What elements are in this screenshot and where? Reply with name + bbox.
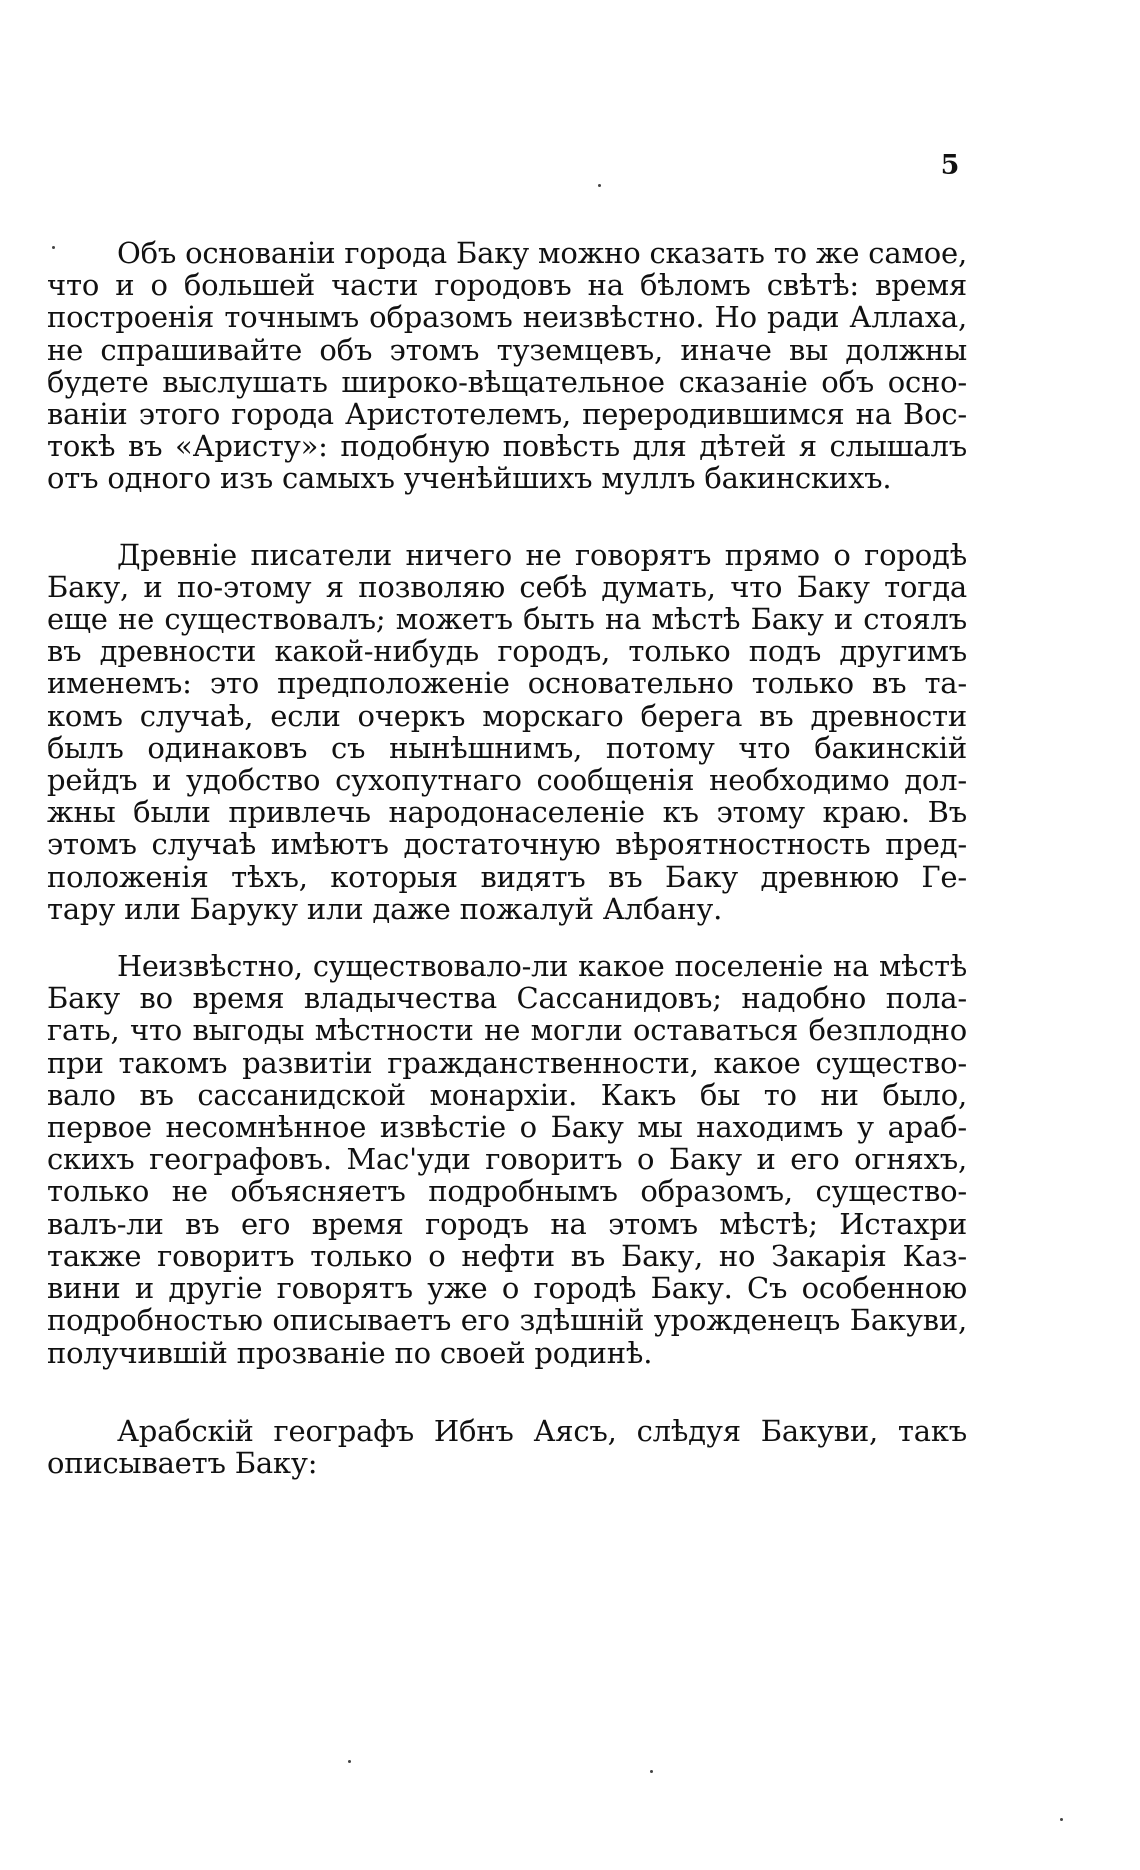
text-line: ваніи этого города Аристотелемъ, переродившимся на Вос- [47, 397, 967, 432]
text-line: рейдъ и удобство сухопутнаго сообщенія необходимо дол- [47, 763, 967, 798]
text-line: вини и другіе говорятъ уже о городѣ Баку. Съ особенною [47, 1271, 967, 1306]
scan-speck [598, 184, 601, 187]
text-line: Объ основаніи города Баку можно сказать то же самое, [117, 236, 968, 270]
text-line: Баку, и по-этому я позволяю себѣ думать, что Баку тогда [47, 569, 967, 604]
text-line: будете выслушать широко-вѣщательное сказаніе объ осно- [47, 364, 967, 399]
paragraph-2 [47, 539, 967, 925]
text-line: при такомъ развитіи гражданственности, какое существо- [47, 1045, 967, 1080]
text-line: жны были привлечь народонаселеніе къ этому краю. Въ [47, 795, 967, 830]
text-line: построенія точнымъ образомъ неизвѣстно. Но ради Аллаха, [47, 300, 967, 335]
text-line: Арабскій географъ Ибнъ Аясъ, слѣдуя Бакуви, такъ [117, 1413, 967, 1448]
paragraph-3 [47, 950, 967, 1369]
text-line: положенія тѣхъ, которыя видятъ въ Баку древнюю Ге- [47, 859, 967, 894]
paragraph-1 [47, 237, 967, 495]
page-number: 5 [940, 150, 960, 181]
text-line: токѣ въ «Аристу»: подобную повѣсть для дѣтей я слышалъ [47, 429, 967, 464]
text-line: былъ одинаковъ съ нынѣшнимъ, потому что бакинскій [47, 730, 967, 765]
body-text [47, 237, 967, 1479]
text-line: подробностью описываетъ его здѣшній урожденецъ Бакуви, [47, 1303, 967, 1338]
text-line: описываетъ Баку: [47, 1445, 318, 1480]
text-line: первое несомнѣнное извѣстіе о Баку мы находимъ у араб- [47, 1110, 967, 1145]
text-line: комъ случаѣ, если очеркъ морскаго берега въ древности [47, 698, 967, 733]
text-line: только не объясняетъ подробнымъ образомъ, существо- [47, 1174, 967, 1209]
text-line: также говоритъ только о нефти въ Баку, но Закарія Каз- [47, 1238, 967, 1273]
text-line: гать, что выгоды мѣстности не могли оставаться безплодно [47, 1013, 967, 1048]
text-line: еще не существовалъ; можетъ быть на мѣстѣ Баку и стоялъ [47, 602, 967, 637]
text-line: получившій прозваніе по своей родинѣ. [47, 1335, 653, 1370]
text-line: отъ одного изъ самыхъ ученѣйшихъ муллъ бакинскихъ. [47, 461, 892, 496]
text-line: этомъ случаѣ имѣютъ достаточную вѣроятностность пред- [47, 827, 967, 862]
text-line: что и о большей части городовъ на бѣломъ свѣтѣ: время [47, 268, 967, 303]
text-line: именемъ: это предположеніе основательно только въ та- [47, 666, 967, 701]
scan-speck [1060, 1818, 1063, 1821]
text-line: Баку во время владычества Сассанидовъ; надобно пола- [47, 981, 967, 1016]
text-line: валъ-ли въ его время городъ на этомъ мѣстѣ; Истахри [47, 1206, 967, 1241]
text-line: въ древности какой-нибудь городъ, только подъ другимъ [47, 634, 967, 669]
scan-speck [348, 1760, 351, 1763]
text-line: не спрашивайте объ этомъ туземцевъ, иначе вы должны [47, 332, 967, 367]
text-line: Неизвѣстно, существовало-ли какое поселеніе на мѣстѣ [117, 949, 967, 984]
text-line: вало въ сассанидской монархіи. Какъ бы то ни было, [47, 1077, 967, 1112]
scan-speck [650, 1770, 653, 1773]
text-line: тару или Баруку или даже пожалуй Албану. [47, 891, 723, 926]
paragraph-4 [47, 1415, 967, 1479]
text-line: скихъ географовъ. Мас'уди говоритъ о Баку и его огняхъ, [47, 1142, 967, 1177]
text-line: Древніе писатели ничего не говорятъ прямо о городѣ [117, 537, 967, 572]
